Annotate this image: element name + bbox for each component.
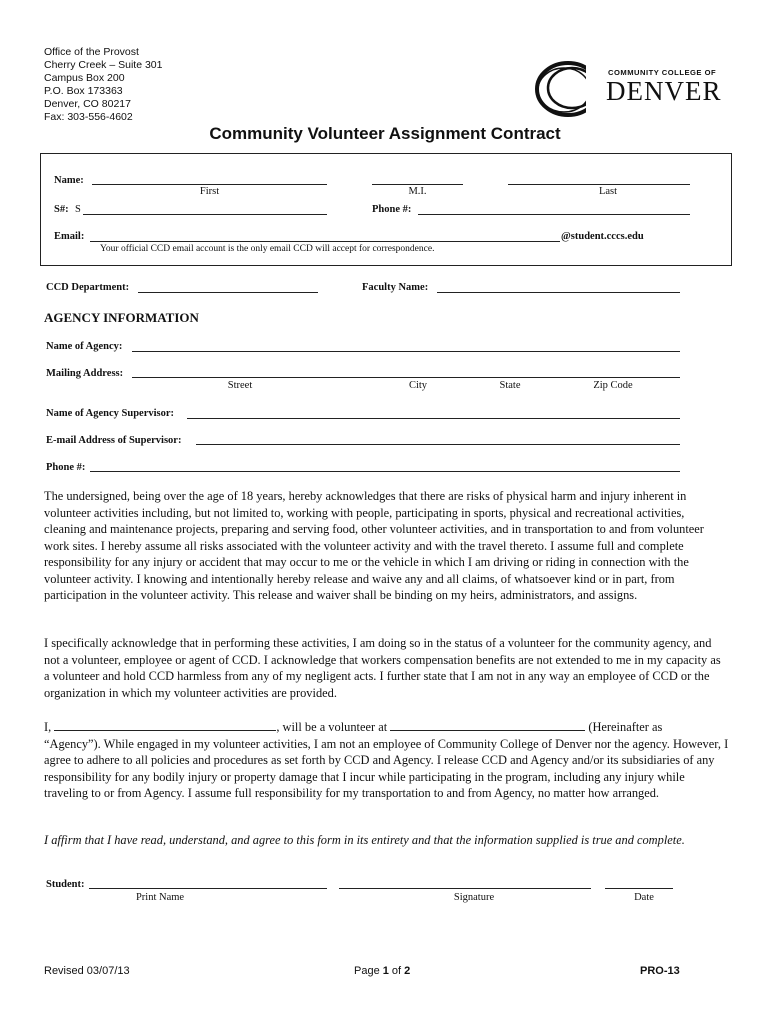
affirm-statement <box>44 832 729 849</box>
first-caption: First <box>199 186 220 197</box>
state-caption: State <box>499 380 521 391</box>
agency-name-field[interactable] <box>132 351 680 352</box>
address-line: P.O. Box 173363 <box>44 85 123 97</box>
date-field[interactable] <box>605 888 673 889</box>
page-total: 2 <box>404 965 411 977</box>
ccd-department-field[interactable] <box>138 292 318 293</box>
mailing-address-field[interactable] <box>132 377 680 378</box>
paragraph-text: “Agency”). While engaged in my volunteer activities, I am not an employee of Community College of Denver nor the agency. However, I agree to adhere to all policies and procedures as set forth by CCD and Agency. I release CCD and Agency and/or its subsidiaries of any responsibility for any bodily injury or property damage that I incur while participating in the program, including any injury while traveling to or from Agency. I assume full responsibility for my transportation to and from Agency, no matter how arranged. <box>44 736 729 800</box>
s-number-label: S#: <box>54 204 69 215</box>
agency-volunteer-field[interactable] <box>390 718 585 731</box>
volunteer-statement-line <box>44 718 729 736</box>
supervisor-email-field[interactable] <box>196 444 680 445</box>
logo-big-text: DENVER <box>606 76 722 106</box>
paragraph-text: I specifically acknowledge that in performing these activities, I am doing so in the status of a volunteer for the community agency, and not a volunteer, employee or agent of CCD. I acknowledge that workers compensation benefits are not extended to me in my capacity as a volunteer and hold CCD harmless from any of my negligent acts. I further state that I am not in any way an employee of CCD or the organization in which my volunteer activities are provided. <box>44 636 721 700</box>
mailing-address-label: Mailing Address: <box>46 368 124 379</box>
middle-initial-field[interactable] <box>372 184 463 185</box>
agency-supervisor-field[interactable] <box>187 418 680 419</box>
email-label: Email: <box>54 231 85 242</box>
page-prefix: Page <box>354 965 383 977</box>
address-line: Denver, CO 80217 <box>44 98 131 110</box>
address-line: Office of the Provost <box>44 46 139 58</box>
faculty-name-field[interactable] <box>437 292 680 293</box>
college-logo <box>534 58 724 118</box>
page-of: of <box>388 965 405 977</box>
page-title: Community Volunteer Assignment Contract <box>209 124 561 143</box>
street-caption: Street <box>227 380 253 391</box>
signature-caption: Signature <box>453 892 495 903</box>
name-label: Name: <box>54 175 84 186</box>
agency-supervisor-label: Name of Agency Supervisor: <box>46 408 175 419</box>
s-prefix: S <box>75 204 81 215</box>
first-name-field[interactable] <box>92 184 327 185</box>
statement-mid: , will be a volunteer at <box>276 720 388 734</box>
phone-field[interactable] <box>418 214 690 215</box>
logo-mark-icon <box>534 58 606 118</box>
acknowledge-paragraph <box>44 635 729 701</box>
page-current: 1 <box>382 965 389 977</box>
agency-name-label: Name of Agency: <box>46 341 123 352</box>
form-code: PRO-13 <box>640 965 680 977</box>
date-caption: Date <box>634 892 654 903</box>
faculty-name-label: Faculty Name: <box>362 282 429 293</box>
revised-date: Revised 03/07/13 <box>44 965 130 977</box>
student-label: Student: <box>46 879 85 890</box>
agency-phone-field[interactable] <box>90 471 680 472</box>
paragraph-text: I affirm that I have read, understand, and agree to this form in its entirety and that the information supplied is true and complete. <box>44 833 685 847</box>
address-line: Campus Box 200 <box>44 72 125 84</box>
statement-end: (Hereinafter as <box>588 720 663 734</box>
statement-i: I, <box>44 720 52 734</box>
phone-label: Phone #: <box>372 204 412 215</box>
page-number <box>354 965 410 977</box>
agency-phone-label: Phone #: <box>46 462 86 473</box>
agency-heading: AGENCY INFORMATION <box>44 310 199 325</box>
last-caption: Last <box>598 186 618 197</box>
zip-caption: Zip Code <box>593 380 633 391</box>
mi-caption: M.I. <box>408 186 427 197</box>
address-line: Fax: 303-556-4602 <box>44 111 133 123</box>
ccd-department-label: CCD Department: <box>46 282 130 293</box>
address-line: Cherry Creek – Suite 301 <box>44 59 163 71</box>
email-note: Your official CCD email account is the only email CCD will accept for correspondence. <box>100 244 435 254</box>
release-paragraph <box>44 488 729 604</box>
volunteer-paragraph <box>44 718 729 802</box>
s-number-field[interactable] <box>83 214 327 215</box>
email-field[interactable] <box>90 241 560 242</box>
signature-field[interactable] <box>339 888 591 889</box>
volunteer-name-field[interactable] <box>54 718 276 731</box>
office-address <box>44 46 162 124</box>
supervisor-email-label: E-mail Address of Supervisor: <box>46 435 182 446</box>
logo-small-text: COMMUNITY COLLEGE OF <box>608 68 717 77</box>
print-name-field[interactable] <box>89 888 327 889</box>
last-name-field[interactable] <box>508 184 690 185</box>
city-caption: City <box>408 380 428 391</box>
paragraph-text: The undersigned, being over the age of 18 years, hereby acknowledges that there are risks of physical harm and injury inherent in volunteer activities including, but not limited to, working with people, participating in sports, physical and recreational activities, cleaning and maintenance projects, preparing and serving food, other volunteer activities, and in transportation to and from volunteer work sites. I hereby assume all risks associated with the volunteer activity and with the travel thereto. I assume full and complete responsibility for any injury or accident that may occur to me or the vehicle in which I am driving or riding in connection with the volunteer activity. I knowing and intentionally hereby release and waive any and all claims, of whatsoever kind or in part, from participation in the volunteer activity. This release and waiver shall be binding on my heirs, administrators, and assigns. <box>44 489 704 602</box>
print-name-caption: Print Name <box>135 892 185 903</box>
email-suffix: @student.cccs.edu <box>561 231 644 242</box>
